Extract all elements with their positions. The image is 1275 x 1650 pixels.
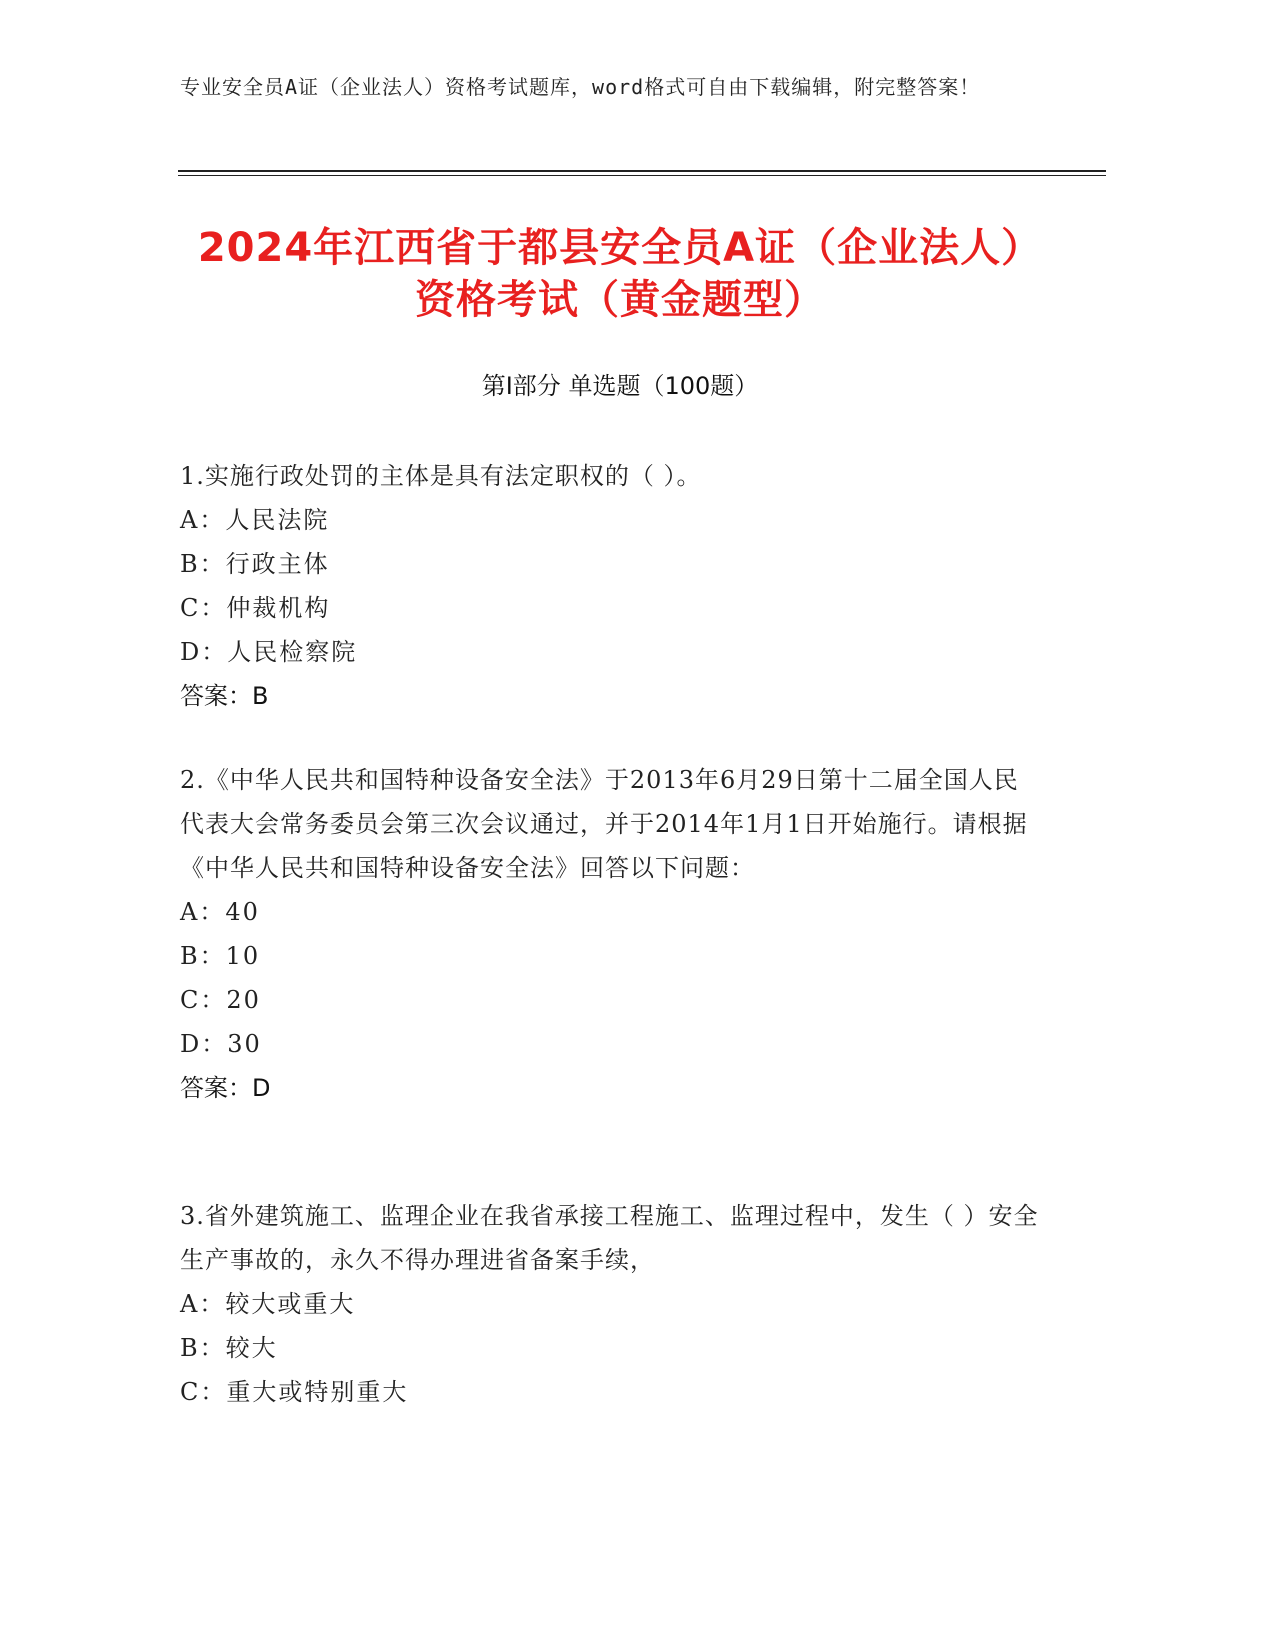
option-b: B：较大: [180, 1334, 278, 1362]
section-heading: 第Ⅰ部分 单选题（100题）: [481, 372, 759, 400]
option-a: A：40: [180, 898, 260, 926]
question-stem: 3.省外建筑施工、监理企业在我省承接工程施工、监理过程中，发生（ ）安全生产事故的，永久不得办理进省备案手续，: [180, 1202, 1039, 1274]
option-d: D：30: [180, 1030, 262, 1058]
header-divider: [178, 170, 1106, 172]
answer: 答案：B: [180, 682, 269, 710]
question-2: [180, 758, 1040, 1110]
header-divider-thin: [178, 175, 1106, 176]
document-title: 2024年江西省于都县安全员A证（企业法人）资格考试（黄金题型）: [197, 225, 1043, 323]
question-stem: 1.实施行政处罚的主体是具有法定职权的（ ）。: [180, 462, 702, 490]
option-b: B：10: [180, 942, 261, 970]
question-1: [180, 454, 1040, 718]
question-3: [180, 1194, 1040, 1414]
option-a: A：人民法院: [180, 506, 330, 534]
header-note: 专业安全员A证（企业法人）资格考试题库，word格式可自由下载编辑，附完整答案！: [180, 75, 981, 99]
option-c: C：仲裁机构: [180, 594, 331, 622]
option-b: B：行政主体: [180, 550, 330, 578]
option-d: D：人民检察院: [180, 638, 358, 666]
option-a: A：较大或重大: [180, 1290, 356, 1318]
question-stem: 2.《中华人民共和国特种设备安全法》于2013年6月29日第十二届全国人民代表大会常务委员会第三次会议通过，并于2014年1月1日开始施行。请根据《中华人民共和国特种设备安全法》回答以下问题：: [180, 766, 1028, 882]
option-c: C：20: [180, 986, 261, 1014]
answer: 答案：D: [180, 1074, 271, 1102]
option-c: C：重大或特别重大: [180, 1378, 409, 1406]
